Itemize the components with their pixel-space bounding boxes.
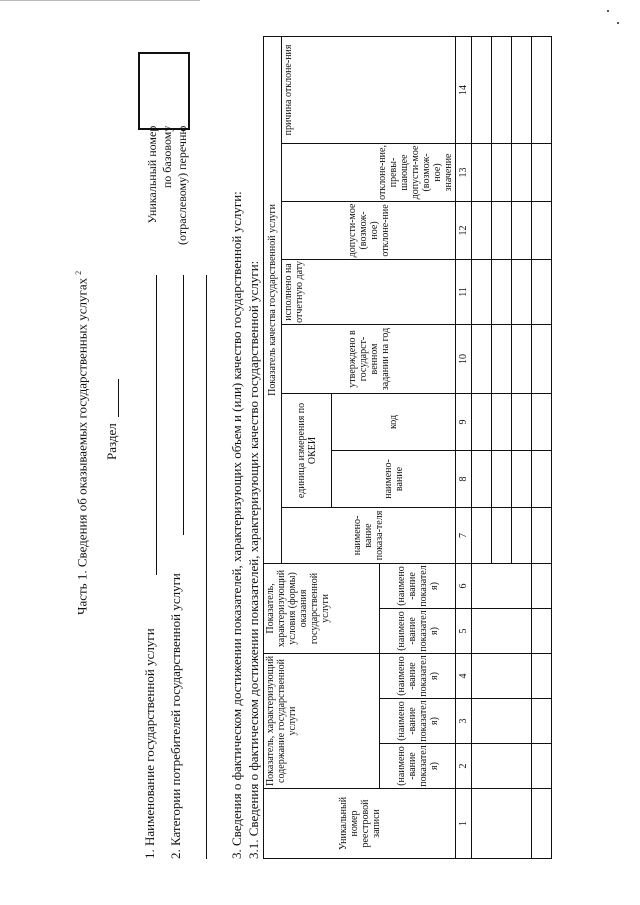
- consumers-line[interactable]: [183, 275, 184, 535]
- table-cell[interactable]: [472, 393, 492, 450]
- header-executed: исполнено на отчетную дату: [282, 259, 456, 324]
- table-cell[interactable]: [512, 324, 532, 393]
- table-cell[interactable]: [472, 143, 492, 201]
- table-cell[interactable]: [532, 201, 552, 259]
- table-cell[interactable]: [532, 608, 552, 653]
- service-name-line[interactable]: [156, 275, 157, 575]
- table-cell[interactable]: [492, 393, 512, 450]
- table-cell[interactable]: [532, 36, 552, 143]
- table-cell[interactable]: [472, 744, 532, 789]
- col-num-6: 6: [456, 563, 472, 608]
- section-number-line[interactable]: [118, 379, 119, 417]
- table-cell[interactable]: [512, 259, 532, 324]
- table-cell[interactable]: [492, 507, 512, 563]
- header-content: Показатель, характеризующий содержание государственной услуги: [264, 653, 380, 788]
- header-registry: Уникальный номер реестровой записи: [264, 789, 456, 859]
- table-cell[interactable]: [492, 143, 512, 201]
- table-cell[interactable]: [532, 699, 552, 744]
- part-title: Часть 1. Сведения об оказываемых государственных услугах$^2$: [74, 270, 90, 615]
- table-cell[interactable]: [472, 563, 532, 608]
- header-unit: единица измерения по ОКЕИ: [282, 393, 332, 507]
- unique-number-label: Уникальный номер по базовому (отраслевому) перечню: [145, 125, 189, 245]
- header-reason: причина отклоне-ния: [282, 36, 456, 143]
- table-cell[interactable]: [532, 653, 552, 698]
- section3-title: 3. Сведения о фактическом достижении показателей, характеризующих объем и (или) качество государственной услуги:: [229, 191, 244, 859]
- table-cell[interactable]: [512, 507, 532, 563]
- header-unit-name: наимено-вание: [332, 450, 456, 507]
- col-num-4: 4: [456, 653, 472, 698]
- table-cell[interactable]: [472, 608, 532, 653]
- table-cell[interactable]: [532, 507, 552, 563]
- col-num-3: 3: [456, 699, 472, 744]
- table-cell[interactable]: [472, 450, 492, 507]
- header-allowed-deviation: допусти-мое (возмож-ное) отклоне-ние: [282, 201, 456, 259]
- col-num-2: 2: [456, 744, 472, 789]
- table-cell[interactable]: [532, 450, 552, 507]
- table-cell[interactable]: [512, 450, 532, 507]
- table-cell[interactable]: [472, 36, 492, 143]
- table-cell[interactable]: [512, 201, 532, 259]
- footnote-mark: 2: [74, 270, 83, 275]
- table-cell[interactable]: [492, 201, 512, 259]
- table-cell[interactable]: [472, 324, 492, 393]
- table-cell[interactable]: [472, 653, 532, 698]
- unique-number-box[interactable]: [138, 52, 190, 130]
- service-name-label: 1. Наименование государственной услуги: [142, 628, 157, 859]
- table-row: [472, 36, 492, 858]
- quality-table: [263, 36, 552, 859]
- section-label: Раздел: [104, 423, 119, 460]
- col-num-7: 7: [456, 507, 472, 563]
- table-cell[interactable]: [512, 143, 532, 201]
- table-cell[interactable]: [472, 699, 532, 744]
- header-sub-content-2: (наимено-вание показателя): [380, 699, 456, 744]
- col-num-11: 11: [456, 259, 472, 324]
- col-num-10: 10: [456, 324, 472, 393]
- table-cell[interactable]: [492, 259, 512, 324]
- table-cell[interactable]: [492, 324, 512, 393]
- column-number-row: [456, 36, 472, 858]
- col-num-13: 13: [456, 143, 472, 201]
- table-cell[interactable]: [472, 507, 492, 563]
- col-num-12: 12: [456, 201, 472, 259]
- col-num-9: 9: [456, 393, 472, 450]
- col-num-14: 14: [456, 36, 472, 143]
- header-sub-content-3: (наимено-вание показателя): [380, 653, 456, 698]
- table-cell[interactable]: [472, 789, 532, 859]
- table-cell[interactable]: [532, 324, 552, 393]
- col-num-8: 8: [456, 450, 472, 507]
- col-num-1: 1: [456, 789, 472, 859]
- consumers-label: 2. Категории потребителей государственной услуги: [168, 573, 183, 859]
- table-cell[interactable]: [532, 259, 552, 324]
- table-cell[interactable]: [532, 744, 552, 789]
- header-exceed-deviation: отклоне-ние, превы-шающее допусти-мое (возмож-ное) значение: [282, 143, 456, 201]
- table-cell[interactable]: [532, 563, 552, 608]
- header-quality: Показатель качества государственной услуги: [264, 36, 282, 563]
- header-indicator-name: наимено-вание показа-теля: [282, 507, 456, 563]
- table-cell[interactable]: [472, 259, 492, 324]
- header-sub-conditions-1: (наимено-вание показателя): [380, 608, 456, 653]
- table-cell[interactable]: [532, 143, 552, 201]
- header-conditions: Показатель, характеризующий условия (формы) оказания государственной услуги: [264, 563, 380, 653]
- table-cell[interactable]: [492, 36, 512, 143]
- header-sub-content-1: (наимено-вание показателя): [380, 744, 456, 789]
- table-cell[interactable]: [512, 393, 532, 450]
- table-cell[interactable]: [472, 201, 492, 259]
- table-cell[interactable]: [532, 393, 552, 450]
- header-sub-conditions-2: (наимено-вание показателя): [380, 563, 456, 608]
- table-row: [532, 36, 552, 858]
- header-unit-code: код: [332, 393, 456, 450]
- consumers-line-2[interactable]: [206, 275, 207, 859]
- col-num-5: 5: [456, 608, 472, 653]
- table-cell[interactable]: [532, 789, 552, 859]
- table-cell[interactable]: [512, 36, 532, 143]
- section3-subtitle: 3.1. Сведения о фактическом достижении показателей, характеризующих качество государственной услуги:: [246, 260, 261, 859]
- header-approved: утверждено в государст-венном задании на год: [282, 324, 456, 393]
- table-cell[interactable]: [492, 450, 512, 507]
